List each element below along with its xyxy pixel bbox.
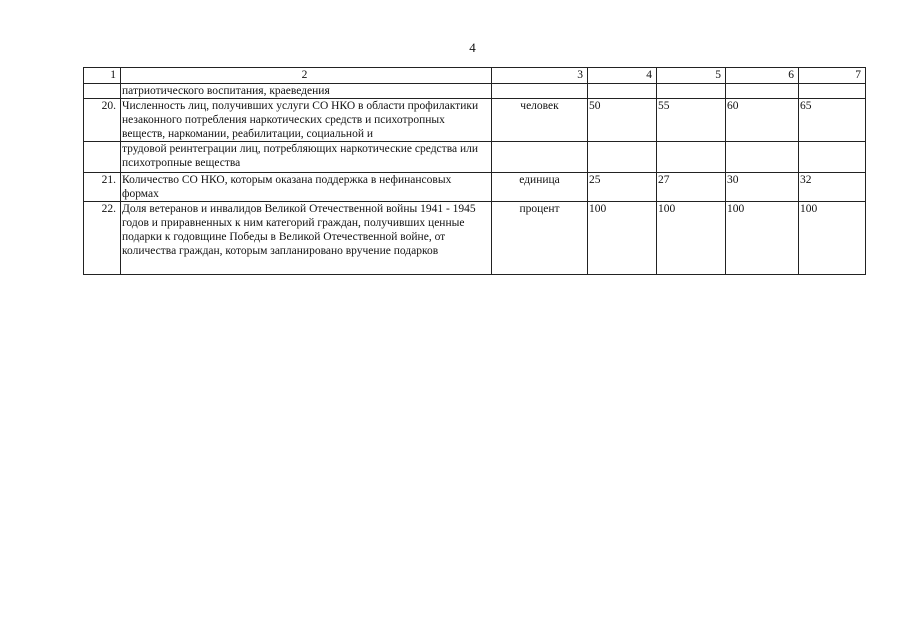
table-row [84,99,866,142]
unit-cell [492,84,588,99]
row-number: 20. [84,99,121,142]
indicator-name: Количество СО НКО, которым оказана поддержка в нефинансовых формах [121,173,492,202]
indicator-name: патриотического воспитания, краеведения [121,84,492,99]
unit-cell: единица [492,173,588,202]
value-col-4: 25 [588,173,657,202]
value-col-7: 100 [799,202,866,275]
indicator-name: трудовой реинтеграции лиц, потребляющих наркотические средства или психотропные вещества [121,142,492,173]
value-col-7: 32 [799,173,866,202]
value-col-5: 100 [657,202,726,275]
value-col-7 [799,84,866,99]
value-col-6: 60 [726,99,799,142]
indicator-name: Численность лиц, получивших услуги СО НКО в области профилактики незаконного потребления наркотических средств и психотропных веществ, наркомании, реабилитации, социальной и [121,99,492,142]
value-col-4: 100 [588,202,657,275]
row-number: 22. [84,202,121,275]
header-col-3: 3 [492,68,588,84]
row-number [84,142,121,173]
value-col-5: 55 [657,99,726,142]
table-row [84,202,866,275]
value-col-5 [657,84,726,99]
value-col-4: 50 [588,99,657,142]
header-col-4: 4 [588,68,657,84]
value-col-5 [657,142,726,173]
header-col-2: 2 [121,68,492,84]
table-row [84,173,866,202]
value-col-6 [726,84,799,99]
unit-cell [492,142,588,173]
page-number: 4 [469,40,476,55]
value-col-5: 27 [657,173,726,202]
header-col-1: 1 [84,68,121,84]
table-row [84,142,866,173]
value-col-6: 30 [726,173,799,202]
header-col-7: 7 [799,68,866,84]
value-col-7: 65 [799,99,866,142]
value-col-6: 100 [726,202,799,275]
header-col-5: 5 [657,68,726,84]
value-col-4 [588,84,657,99]
indicators-table [83,67,866,275]
row-number [84,84,121,99]
unit-cell: процент [492,202,588,275]
table-row [84,84,866,99]
header-col-6: 6 [726,68,799,84]
table-header-row [84,68,866,84]
value-col-4 [588,142,657,173]
unit-cell: человек [492,99,588,142]
value-col-6 [726,142,799,173]
indicator-name: Доля ветеранов и инвалидов Великой Отечественной войны 1941 - 1945 годов и приравненных к ним категорий граждан, получивших ценные подарки к годовщине Победы в Великой Отечественной войне, от количества граждан, которым запланировано вручение подарков [121,202,492,275]
row-number: 21. [84,173,121,202]
value-col-7 [799,142,866,173]
